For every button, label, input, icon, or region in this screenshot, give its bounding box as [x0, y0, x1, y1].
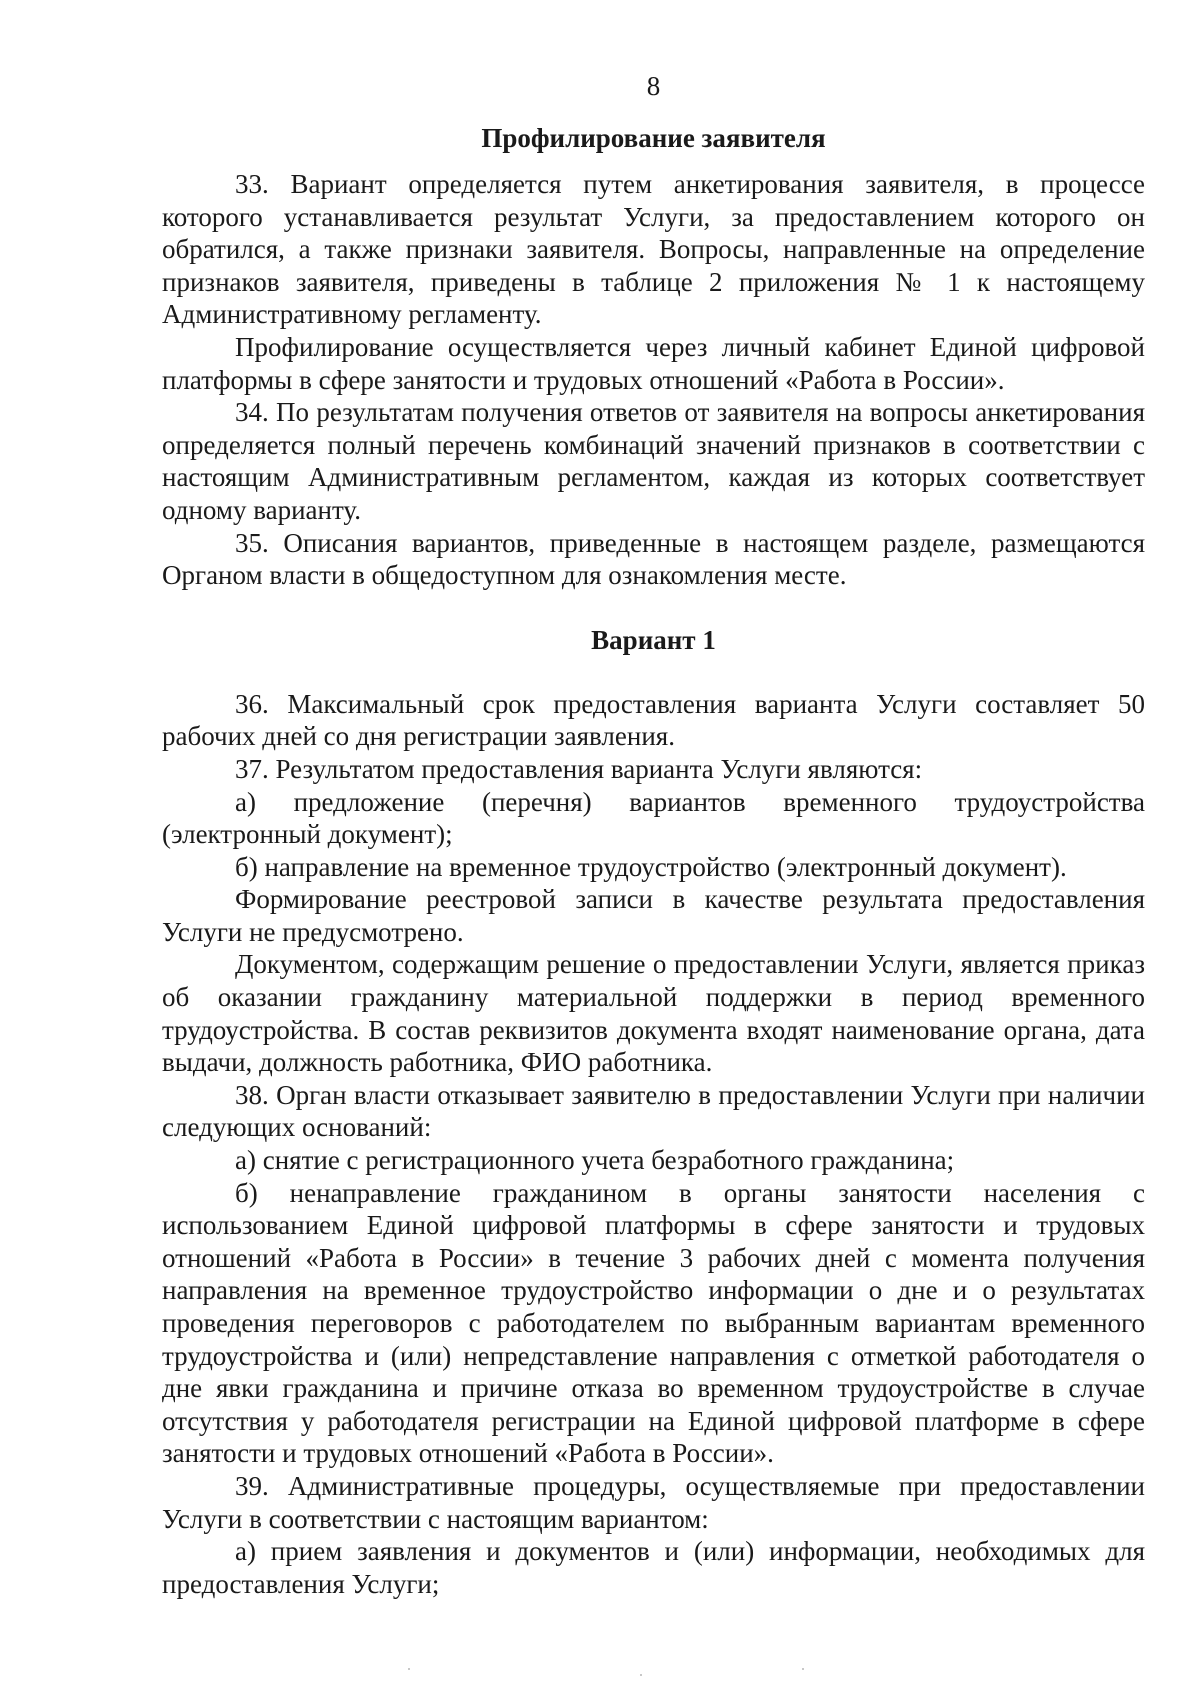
section-body	[162, 168, 1145, 592]
paragraph-37-b: б) направление на временное трудоустройство (электронный документ).	[235, 851, 1067, 882]
variant-title: Вариант 1	[591, 624, 716, 655]
section-title: Профилирование заявителя	[481, 123, 826, 153]
paragraph-39-a: а) прием заявления и документов и (или) информации, необходимых для предоставления Услуги;	[162, 1536, 1145, 1599]
paragraph-35: 35. Описания вариантов, приведенные в настоящем разделе, размещаются Органом власти в общедоступном для ознакомления месте.	[162, 527, 1145, 591]
paragraph-38: 38. Орган власти отказывает заявителю в предоставлении Услуги при наличии следующих оснований:	[162, 1079, 1145, 1143]
paragraph-registry-record: Формирование реестровой записи в качестве результата предоставления Услуги не предусмотрено.	[162, 884, 1145, 947]
variant-body	[162, 688, 1145, 1601]
paragraph-39: 39. Административные процедуры, осуществляемые при предоставлении Услуги в соответствии с настоящим вариантом:	[162, 1470, 1145, 1534]
scan-speck	[802, 1668, 804, 1670]
paragraph-36: 36. Максимальный срок предоставления варианта Услуги составляет 50 рабочих дней со дня регистрации заявления.	[162, 688, 1145, 752]
paragraph-34: 34. По результатам получения ответов от заявителя на вопросы анкетирования определяется полный перечень комбинаций значений признаков в соответствии с настоящим Административным регламентом, каждая из которых соответствует одному варианту.	[162, 397, 1145, 525]
paragraph-decision-document: Документом, содержащим решение о предоставлении Услуги, является приказ об оказании гражданину материальной поддержки в период временного трудоустройства. В состав реквизитов документа входят наименование органа, дата выдачи, должность работника, ФИО работника.	[162, 949, 1145, 1078]
page-number: 8	[646, 71, 661, 101]
scan-speck	[640, 1674, 642, 1676]
paragraph-37: 37. Результатом предоставления варианта Услуги являются:	[235, 753, 923, 784]
paragraph-37-a: а) предложение (перечня) вариантов временного трудоустройства (электронный документ);	[162, 786, 1145, 850]
paragraph-profiling: Профилирование осуществляется через личный кабинет Единой цифровой платформы в сфере занятости и трудовых отношений «Работа в России».	[162, 331, 1145, 395]
paragraph-38-b: б) ненаправление гражданином в органы занятости населения с использованием Единой цифровой платформы в сфере занятости и трудовых отношений «Работа в России» в течение 3 рабочих дней с момента получения направления на временное трудоустройство информации о дне и о результатах проведения переговоров с работодателем по выбранным вариантам временного трудоустройства и (или) непредставление направления с отметкой работодателя о дне явки гражданина и причине отказа во временном трудоустройстве в случае отсутствия у работодателя регистрации на Единой цифровой платформе в сфере занятости и трудовых отношений «Работа в России».	[162, 1177, 1145, 1469]
paragraph-33: 33. Вариант определяется путем анкетирования заявителя, в процессе которого устанавливается результат Услуги, за предоставлением которого он обратился, а также признаки заявителя. Вопросы, направленные на определение признаков заявителя, приведены в таблице 2 приложения № 1 к настоящему Административному регламенту.	[162, 169, 1145, 330]
paragraph-38-a: а) снятие с регистрационного учета безработного гражданина;	[235, 1145, 955, 1176]
scan-speck	[408, 1668, 410, 1670]
